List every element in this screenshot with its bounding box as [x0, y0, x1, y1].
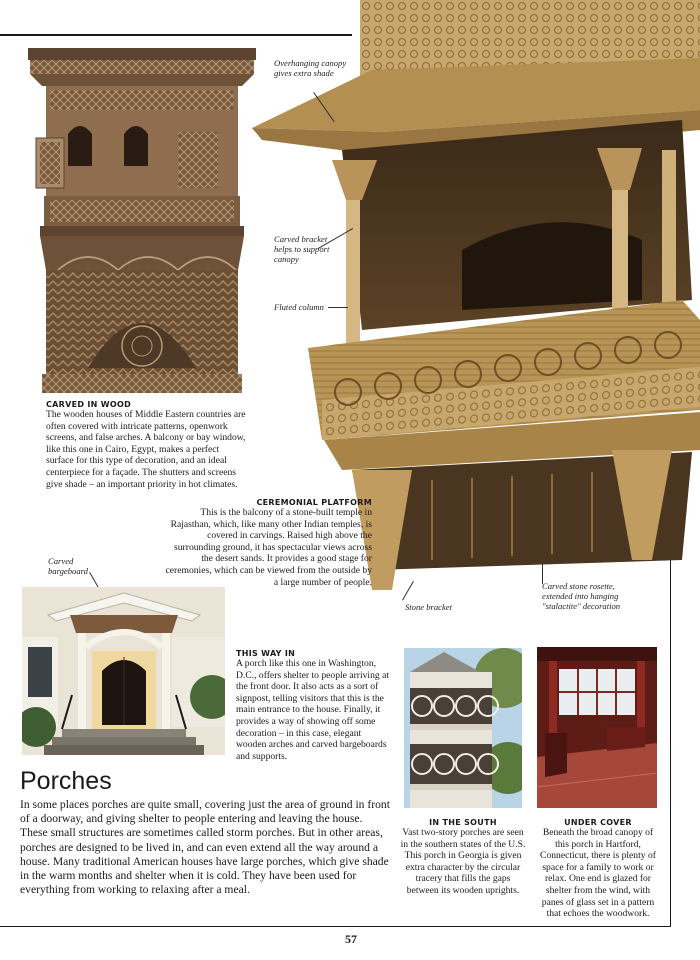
stone-bracket-label: Stone bracket [405, 602, 453, 612]
porches-section [20, 767, 392, 897]
cairo-wooden-balcony-photo [28, 48, 256, 393]
in-the-south-caption [400, 818, 526, 897]
washington-porch-photo [22, 587, 225, 755]
caption-title: IN THE SOUTH [429, 818, 497, 827]
caption-title: UNDER COVER [564, 818, 632, 827]
carved-bracket-label: Carved bracket helps to support canopy [274, 234, 330, 264]
caption-text: A porch like this one in Washington, D.C., offers shelter to people arriving at the front door. It also acts as a sort of signpost, telling visitors that this is the main entrance to the house. Finally, it provides a way of showing off some decoration – in this case, elegant wooden arches and carved bargeboards and supports. [236, 658, 390, 762]
caption-text: Beneath the broad canopy of this porch in Hartford, Connecticut, there is plenty of space for a family to work or relax. One end is glazed for shelter from the wind, with panes of glass set in a pattern that echoes the woodwork. [540, 827, 656, 920]
caption-title: CEREMONIAL PLATFORM [256, 498, 372, 507]
this-way-in-caption [236, 649, 390, 762]
right-rule [670, 560, 671, 927]
fluted-column-label: Fluted column [274, 302, 324, 312]
bottom-rule [0, 926, 671, 927]
section-heading: Porches [20, 767, 112, 795]
ceremonial-platform-caption [162, 498, 372, 588]
carved-in-wood-caption [46, 400, 246, 490]
overhanging-canopy-label: Overhanging canopy gives extra shade [274, 58, 347, 78]
caption-text: The wooden houses of Middle Eastern countries are often covered with intricate patterns, openwork screens, and false arches. A balcony or bay window, like this one in Cairo, Egypt, makes a perfect surface for this type of decoration, and an ideal centerpiece for a façade. The shutters and screens give shade – an important priority in hot climates. [46, 409, 246, 490]
caption-title: THIS WAY IN [236, 649, 296, 658]
carved-rosette-label: Carved stone rosette, extended into hanging "stalactite" decoration [542, 581, 621, 611]
hartford-porch-photo [537, 647, 657, 808]
under-cover-caption [536, 818, 660, 920]
page-number: 57 [345, 932, 357, 946]
georgia-porch-photo [404, 648, 522, 808]
section-body: In some places porches are quite small, covering just the area of ground in front of a doorway, and giving shelter to people entering and leaving the house. These small structures are sometimes called storm porches. But in other areas, porches are designed to be lived in, and can even extend all the way around a house. Many traditional American houses have large porches, which give shade in the warm months and shelter when it is cold. They have been used for everything from working to relaxing after a meal. [20, 798, 390, 897]
carved-bargeboard-label: Carved bargeboard [48, 556, 88, 576]
caption-text: Vast two-story porches are seen in the southern states of the U.S. This porch in Georgia is given extra character by the circular tracery that fills the gaps between its wooden uprights. [400, 827, 526, 896]
caption-title: CARVED IN WOOD [46, 400, 132, 409]
caption-text: This is the balcony of a stone-built temple in Rajasthan, which, like many other Indian temples, is covered in carvings. Raised high above the surrounding ground, it has spectacular views across the desert sands. It provides a good stage for ceremonies, which can be viewed from the outside by a large number of people. [165, 507, 372, 588]
